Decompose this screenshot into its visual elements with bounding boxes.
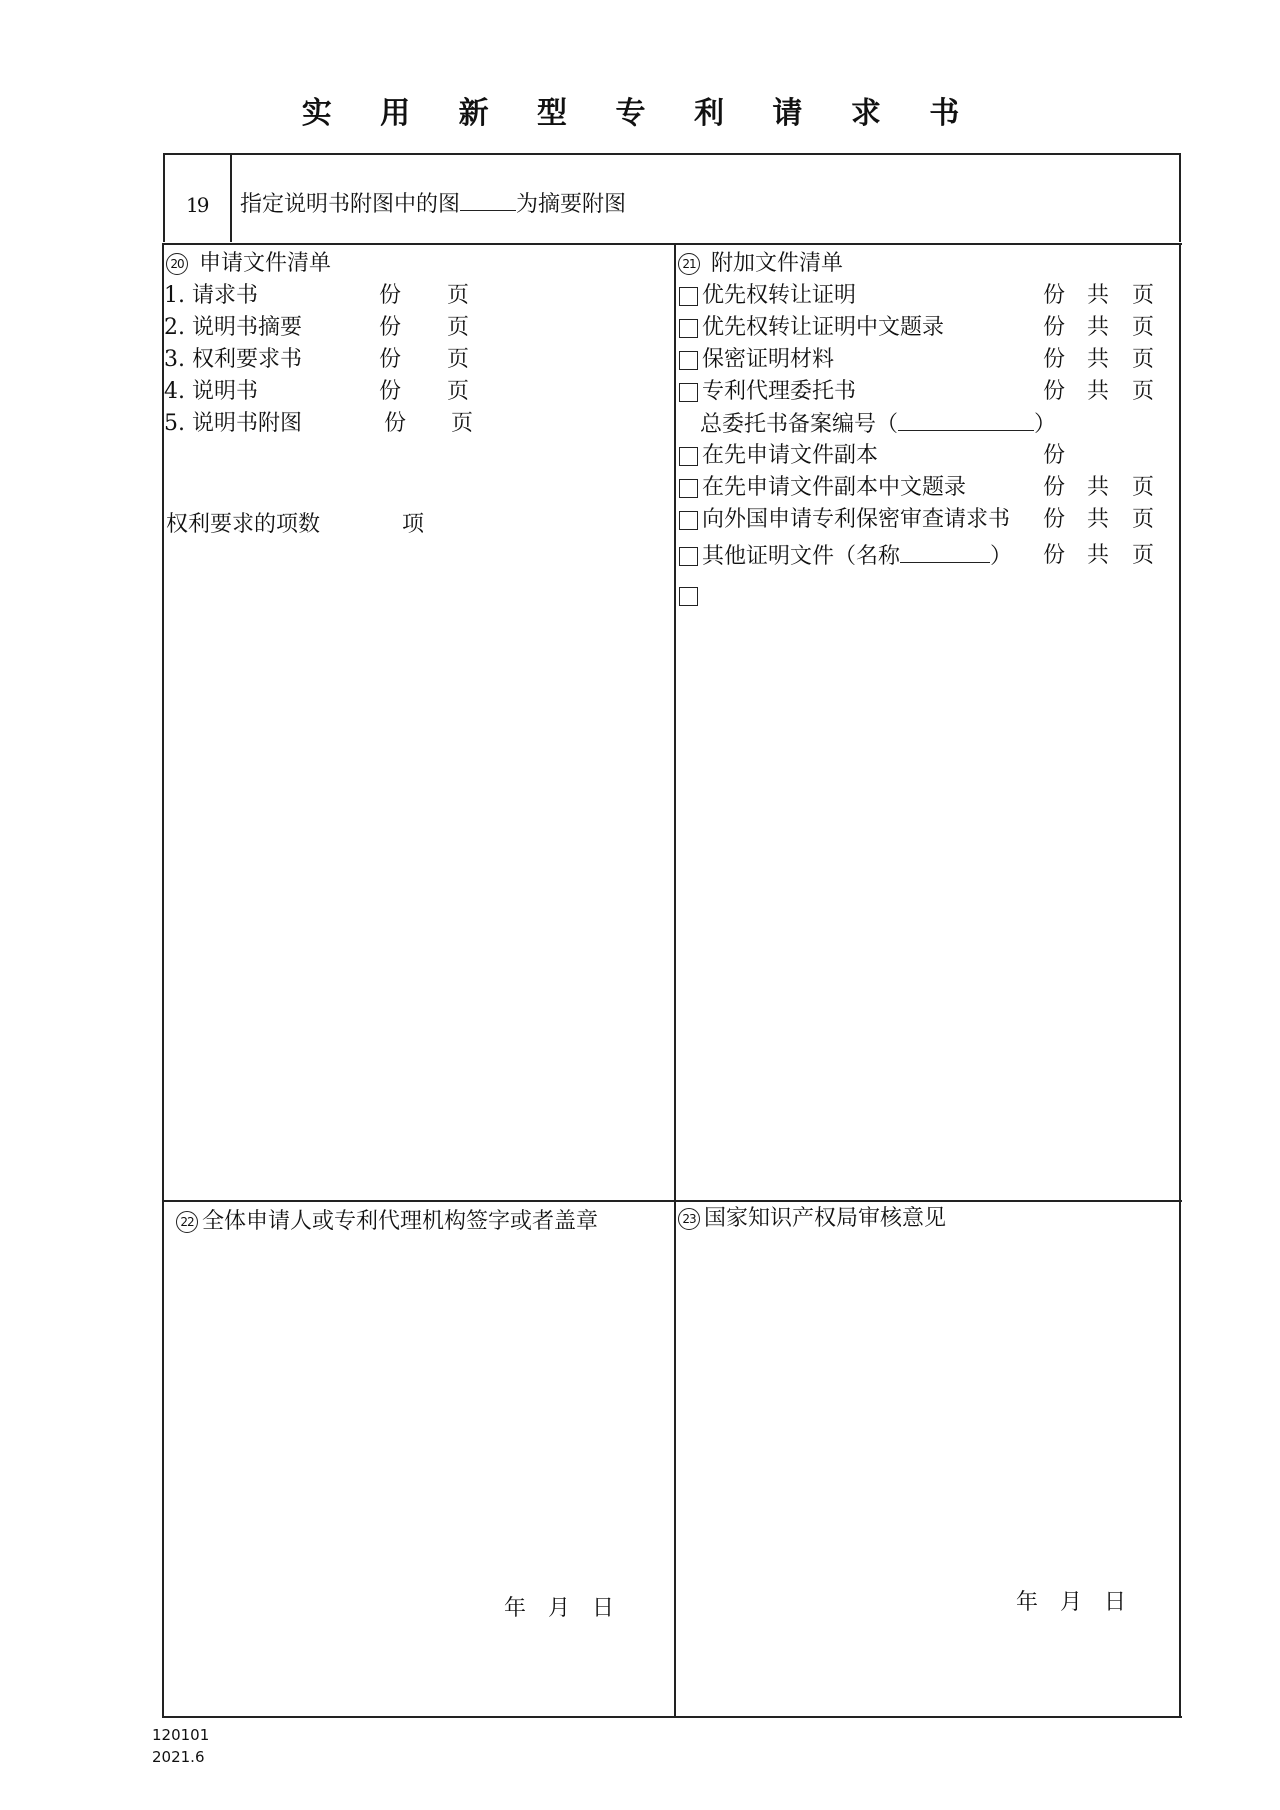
- copies-unit: 份: [1043, 443, 1066, 468]
- copies-unit: 份: [379, 347, 402, 372]
- pages-unit: 页: [447, 315, 470, 340]
- section-23-title: 国家知识产权局审核意见: [704, 1206, 947, 1231]
- form-code: 120101: [152, 1726, 210, 1744]
- copies-unit: 份: [379, 315, 402, 340]
- filing-number-row: [700, 410, 1056, 439]
- checkbox[interactable]: [679, 587, 698, 606]
- list-item-label: 专利代理委托书: [702, 379, 857, 404]
- checkbox[interactable]: [679, 351, 698, 370]
- checkbox[interactable]: [679, 447, 698, 466]
- list-item-label: 优先权转让证明中文题录: [702, 315, 945, 340]
- pages-unit: 页: [1132, 379, 1155, 404]
- total-unit: 共: [1087, 379, 1110, 404]
- pages-unit: 页: [447, 379, 470, 404]
- review-date: [1016, 1589, 1126, 1617]
- copies-unit: 份: [1043, 315, 1066, 340]
- page-title: 实 用 新 型 专 利 请 求 书: [301, 96, 979, 131]
- list-item-close: ）: [990, 544, 1013, 569]
- checkbox[interactable]: [679, 383, 698, 402]
- abstract-figure-suffix: 为摘要附图: [516, 192, 627, 217]
- section-20-number: 20: [166, 253, 188, 275]
- section-23-number: 23: [678, 1208, 700, 1230]
- checkbox[interactable]: [679, 547, 698, 566]
- checkbox[interactable]: [679, 479, 698, 498]
- filing-number-label: 总委托书备案编号（: [700, 412, 899, 437]
- date-month: 月: [1060, 1590, 1083, 1615]
- list-item-label: 在先申请文件副本: [702, 443, 879, 468]
- copies-unit: 份: [379, 379, 402, 404]
- section-21-number: 21: [678, 253, 700, 275]
- checkbox[interactable]: [679, 287, 698, 306]
- list-item-label: 3. 权利要求书: [164, 347, 302, 372]
- pages-unit: 页: [1132, 283, 1155, 308]
- filing-number-blank[interactable]: [898, 410, 1034, 431]
- pages-unit: 页: [1132, 475, 1155, 500]
- copies-unit: 份: [1043, 543, 1066, 568]
- list-item-label: 2. 说明书摘要: [164, 315, 302, 340]
- pages-unit: 页: [1132, 507, 1155, 532]
- filing-number-close: ）: [1034, 412, 1057, 437]
- copies-unit: 份: [1043, 347, 1066, 372]
- claims-count-unit: 项: [402, 512, 425, 537]
- date-year: 年: [504, 1596, 527, 1621]
- copies-unit: 份: [379, 283, 402, 308]
- list-item-label: 优先权转让证明: [702, 283, 857, 308]
- list-item-label: 向外国申请专利保密审查请求书: [702, 507, 1011, 532]
- section-22-number: 22: [176, 1211, 198, 1233]
- section-23-heading: [678, 1205, 946, 1233]
- total-unit: 共: [1087, 347, 1110, 372]
- section-22-heading: [176, 1208, 598, 1236]
- date-day: 日: [1104, 1590, 1127, 1615]
- claims-count-label: 权利要求的项数: [166, 512, 321, 537]
- signature-date: [504, 1595, 614, 1623]
- pages-unit: 页: [1132, 347, 1155, 372]
- figure-number-blank[interactable]: [460, 190, 516, 211]
- form-version: 2021.6: [152, 1748, 205, 1766]
- date-day: 日: [592, 1596, 615, 1621]
- section-20-title: 申请文件清单: [199, 251, 332, 276]
- checkbox[interactable]: [679, 511, 698, 530]
- total-unit: 共: [1087, 543, 1110, 568]
- pages-unit: 页: [1132, 315, 1155, 340]
- abstract-figure-label: 指定说明书附图中的图: [240, 192, 461, 217]
- document-name-blank[interactable]: [900, 542, 990, 563]
- list-item-label: 其他证明文件（名称: [702, 544, 901, 569]
- total-unit: 共: [1087, 283, 1110, 308]
- section-20-heading: [166, 250, 331, 278]
- section-19-number: 19: [186, 193, 208, 217]
- total-unit: 共: [1087, 315, 1110, 340]
- section-21-heading: [678, 250, 843, 278]
- list-item-label: 4. 说明书: [164, 379, 258, 404]
- section-21-title: 附加文件清单: [711, 251, 844, 276]
- pages-unit: 页: [1132, 543, 1155, 568]
- list-item-label: 1. 请求书: [164, 283, 258, 308]
- list-item-label: 在先申请文件副本中文题录: [702, 475, 967, 500]
- abstract-figure-row: [240, 190, 626, 219]
- date-month: 月: [548, 1596, 571, 1621]
- pages-unit: 页: [447, 347, 470, 372]
- list-item-label: 5. 说明书附图: [164, 411, 302, 436]
- list-item-label: 保密证明材料: [702, 347, 835, 372]
- pages-unit: 页: [447, 283, 470, 308]
- copies-unit: 份: [1043, 283, 1066, 308]
- pages-unit: 页: [451, 411, 474, 436]
- copies-unit: 份: [1043, 507, 1066, 532]
- copies-unit: 份: [1043, 475, 1066, 500]
- date-year: 年: [1016, 1590, 1039, 1615]
- section-22-title: 全体申请人或专利代理机构签字或者盖章: [202, 1209, 599, 1234]
- copies-unit: 份: [1043, 379, 1066, 404]
- copies-unit: 份: [384, 411, 407, 436]
- checkbox[interactable]: [679, 319, 698, 338]
- total-unit: 共: [1087, 475, 1110, 500]
- other-documents-row: [702, 542, 1012, 571]
- total-unit: 共: [1087, 507, 1110, 532]
